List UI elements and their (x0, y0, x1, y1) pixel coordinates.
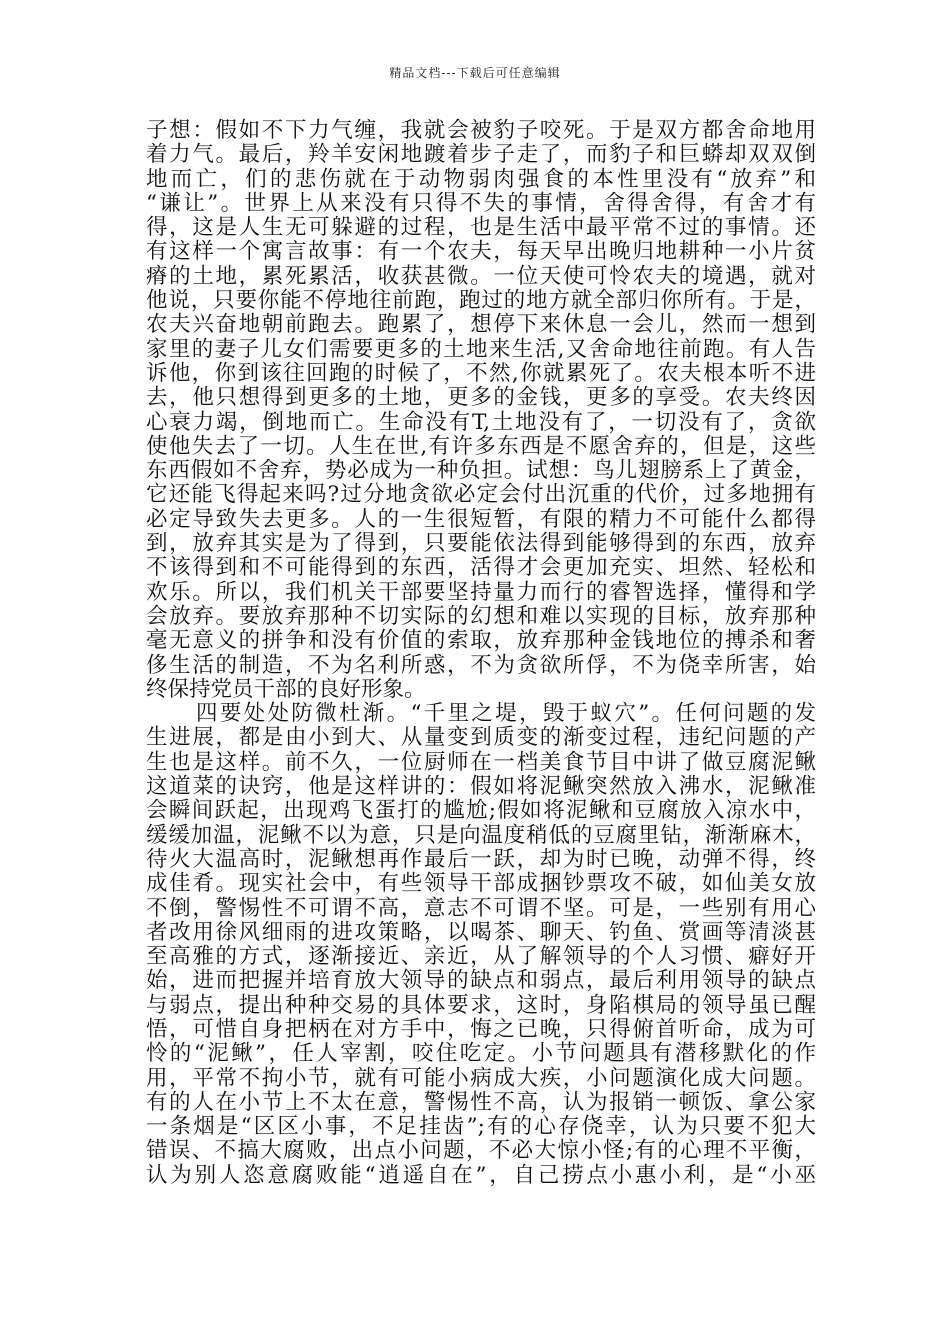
text-line: 瘠的土地，累死累活，收获甚微。一位天使可怜农夫的境遇，就对 (146, 263, 816, 289)
text-line: 家里的妻子儿女们需要更多的土地来生活,又舍命地往前跑。有人告 (146, 336, 816, 362)
text-line: 有这样一个寓言故事：有一个农夫，每天早出晚归地耕种一小片贫 (146, 239, 816, 265)
text-line: 去，他只想得到更多的土地，更多的金钱，更多的享受。农夫终因 (146, 385, 816, 411)
text-line: 毫无意义的拼争和没有价值的索取，放弃那种金钱地位的搏杀和奢 (146, 628, 816, 654)
document-body (146, 119, 816, 1188)
text-line: 认为别人恣意腐败能“逍遥自在”，自己捞点小惠小利，是“小巫 (146, 1162, 816, 1188)
text-line: 欢乐。所以，我们机关干部要坚持量力而行的睿智选择，懂得和学 (146, 579, 816, 605)
text-line: 始，进而把握并培育放大领导的缺点和弱点，最后利用领导的缺点 (146, 968, 816, 994)
text-line: 生也是这样。前不久，一位厨师在一档美食节目中讲了做豆腐泥鳅 (146, 749, 816, 775)
text-line: 与弱点，提出种种交易的具体要求，这时，身陷棋局的领导虽已醒 (146, 992, 816, 1018)
text-line: 必定导致失去更多。人的一生很短暂，有限的精力不可能什么都得 (146, 506, 816, 532)
text-line: 待火大温高时，泥鳅想再作最后一跃，却为时已晚，动弹不得，终 (146, 846, 816, 872)
text-line: 得，这是人生无可躲避的过程，也是生活中最平常不过的事情。还 (146, 215, 816, 241)
text-line: 一条烟是“区区小事，不足挂齿”;有的心存侥幸，认为只要不犯大 (146, 1114, 816, 1140)
text-line: 者改用徐风细雨的进攻策略，以喝茶、聊天、钓鱼、赏画等清淡甚 (146, 919, 816, 945)
text-line: 成佳肴。现实社会中，有些领导干部成捆钞票攻不破，如仙美女放 (146, 871, 816, 897)
text-line: 到，放弃其实是为了得到，只要能依法得到能够得到的东西，放弃 (146, 531, 816, 557)
text-line: 生进展，都是由小到大、从量变到质变的渐变过程，违纪问题的产 (146, 725, 816, 751)
text-line: 缓缓加温，泥鳅不以为意，只是向温度稍低的豆腐里钻，渐渐麻木， (146, 822, 816, 848)
text-line: 四要处处防微杜渐。“千里之堤，毁于蚁穴”。任何问题的发 (196, 701, 816, 727)
text-line: 这道菜的诀窍，他是这样讲的：假如将泥鳅突然放入沸水，泥鳅准 (146, 774, 816, 800)
text-line: 会放弃。要放弃那种不切实际的幻想和难以实现的目标，放弃那种 (146, 603, 816, 629)
text-line: 悟，可惜自身把柄在对方手中，悔之已晚，只得俯首听命，成为可 (146, 1016, 816, 1042)
text-line: 怜的“泥鳅”，任人宰割，咬住吃定。小节问题具有潜移默化的作 (146, 1041, 816, 1067)
page-header: 精品文档---下载后可任意编辑 (389, 66, 561, 80)
text-line: 他说，只要你能不停地往前跑，跑过的地方就全部归你所有。于是， (146, 288, 816, 314)
text-line: 不该得到和不可能得到的东西，活得才会更加充实、坦然、轻松和 (146, 555, 816, 581)
text-line: 会瞬间跃起，出现鸡飞蛋打的尴尬;假如将泥鳅和豆腐放入凉水中， (146, 798, 816, 824)
text-line: 子想：假如不下力气缠，我就会被豹子咬死。于是双方都舍命地用 (146, 118, 816, 143)
text-line: 农夫兴奋地朝前跑去。跑累了，想停下来休息一会儿，然而一想到 (146, 312, 816, 338)
text-line: 终保持党员干部的良好形象。 (146, 676, 426, 702)
paragraph (146, 119, 816, 702)
text-line: 侈生活的制造，不为名利所惑，不为贪欲所俘，不为侥幸所害，始 (146, 652, 816, 678)
text-line: 心衰力竭，倒地而亡。生命没有T,土地没有了，一切没有了，贪欲 (146, 409, 816, 435)
text-line: 地而亡，们的悲伤就在于动物弱肉强食的本性里没有“放弃”和 (146, 166, 816, 192)
text-line: 诉他，你到该往回跑的时候了，不然,你就累死了。农夫根本听不进 (146, 360, 816, 386)
text-line: 有的人在小节上不太在意，警惕性不高，认为报销一顿饭、拿公家 (146, 1089, 816, 1115)
text-line: 使他失去了一切。人生在世,有许多东西是不愿舍弃的，但是，这些 (146, 433, 816, 459)
text-line: 至高雅的方式，逐渐接近、亲近，从了解领导的个人习惯、癖好开 (146, 944, 816, 970)
text-line: 错误、不搞大腐败，出点小问题，不必大惊小怪;有的心理不平衡， (146, 1138, 816, 1164)
paragraph (146, 702, 816, 1188)
text-line: 不倒，警惕性不可谓不高，意志不可谓不坚。可是，一些别有用心 (146, 895, 816, 921)
text-line: 它还能飞得起来吗?过分地贪欲必定会付出沉重的代价，过多地拥有 (146, 482, 816, 508)
text-line: 用，平常不拘小节，就有可能小病成大疾，小问题演化成大问题。 (146, 1065, 816, 1091)
text-line: 东西假如不舍弃，势必成为一种负担。试想：鸟儿翅膀系上了黄金， (146, 458, 816, 484)
text-line: 着力气。最后，羚羊安闲地踱着步子走了，而豹子和巨蟒却双双倒 (146, 142, 816, 168)
text-line: “谦让”。世界上从来没有只得不失的事情，舍得舍得，有舍才有 (146, 190, 816, 216)
